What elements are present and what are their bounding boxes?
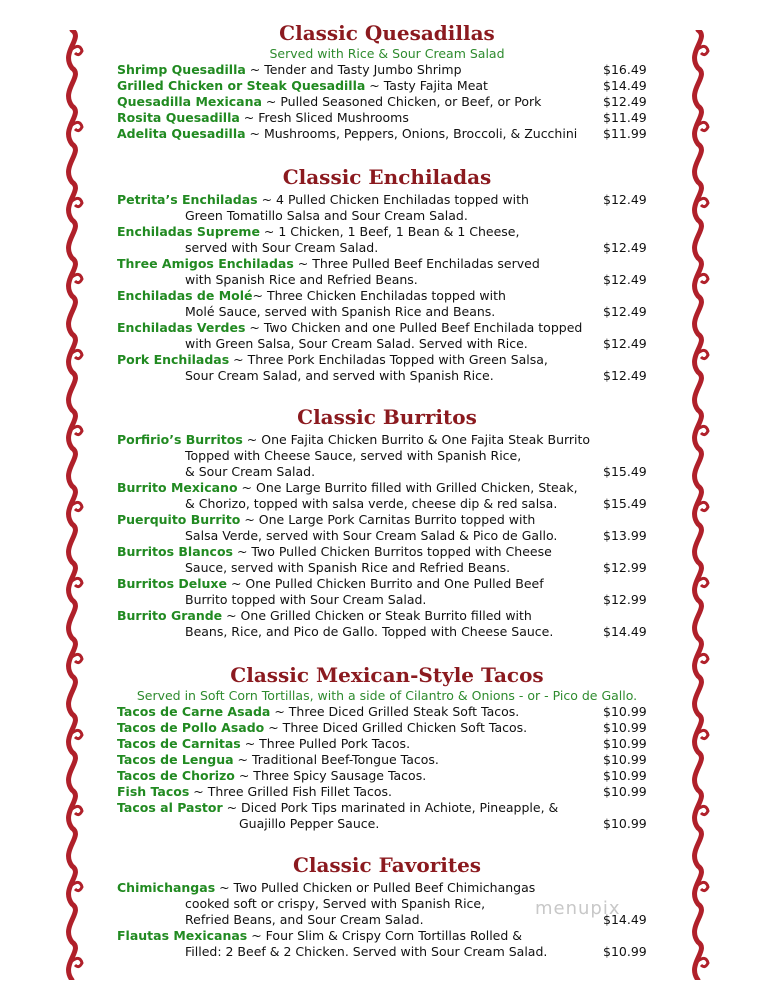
tacos-list	[117, 704, 657, 832]
swirl-curl	[698, 578, 708, 586]
menu-content	[117, 20, 657, 960]
swirl-curl	[72, 958, 82, 966]
item-desc-cont: & Chorizo, topped with salsa verde, cheese dip & red salsa.	[185, 496, 558, 511]
quesadillas-list	[117, 62, 657, 142]
swirl-curl	[72, 806, 82, 814]
item-name: Three Amigos Enchiladas	[117, 256, 294, 271]
item-price: $10.99	[603, 784, 647, 799]
item-desc-cont: Topped with Cheese Sauce, served with Spanish Rice,	[185, 448, 522, 463]
swirl-curl	[698, 882, 708, 890]
item-price: $12.49	[603, 272, 647, 287]
menu-item	[117, 736, 657, 752]
item-price: $10.99	[603, 752, 647, 767]
item-name: Flautas Mexicanas	[117, 928, 248, 943]
item-desc-cont2: Refried Beans, and Sour Cream Salad.	[185, 912, 424, 927]
swirl-curl	[698, 806, 708, 814]
menu-item	[117, 224, 657, 256]
section-title-tacos: Classic Mexican-Style Tacos	[230, 663, 544, 687]
item-price: $16.49	[603, 62, 647, 77]
item-desc: ~ Two Pulled Chicken Burritos topped with Cheese	[232, 544, 552, 559]
swirl-curl	[72, 502, 82, 510]
item-desc: ~ Three Pulled Beef Enchiladas served	[293, 256, 540, 271]
section-title-enchiladas: Classic Enchiladas	[282, 165, 492, 189]
item-price: $14.49	[603, 78, 647, 93]
section-title-burritos: Classic Burritos	[297, 405, 477, 429]
item-desc: ~ Four Slim & Crispy Corn Tortillas Rolled &	[247, 928, 523, 943]
item-price: $12.99	[603, 592, 647, 607]
section-title-favorites: Classic Favorites	[292, 853, 482, 877]
item-name: Puerquito Burrito	[117, 512, 241, 527]
item-desc: ~ Pulled Seasoned Chicken, or Beef, or Pork	[261, 94, 542, 109]
item-name: Porfirio’s Burritos	[117, 432, 243, 447]
item-name: Tacos al Pastor	[117, 800, 223, 815]
item-desc: ~ Two Chicken and one Pulled Beef Enchilada topped	[245, 320, 583, 335]
item-name: Shrimp Quesadilla	[117, 62, 246, 77]
item-price: $12.49	[603, 336, 647, 351]
menu-item	[117, 544, 657, 576]
item-desc: ~ 4 Pulled Chicken Enchiladas topped with	[257, 192, 529, 207]
menu-item	[117, 800, 657, 832]
item-desc: ~ Fresh Sliced Mushrooms	[239, 110, 409, 125]
swirl-curl	[72, 122, 82, 130]
menu-item	[117, 126, 657, 142]
item-name: Fish Tacos	[117, 784, 190, 799]
swirl-curl	[72, 654, 82, 662]
item-desc: ~ One Pulled Chicken Burrito and One Pulled Beef	[226, 576, 544, 591]
menu-item	[117, 752, 657, 768]
swirl-curl	[72, 882, 82, 890]
item-desc: ~ One Large Pork Carnitas Burrito topped with	[240, 512, 536, 527]
menu-item	[117, 320, 657, 352]
item-desc-cont: Beans, Rice, and Pico de Gallo. Topped with Cheese Sauce.	[185, 624, 554, 639]
item-price: $11.49	[603, 110, 647, 125]
menu-item	[117, 352, 657, 384]
item-desc: ~ Three Pulled Pork Tacos.	[240, 736, 411, 751]
menu-item	[117, 256, 657, 288]
swirl-curl	[698, 654, 708, 662]
item-price: $12.49	[603, 240, 647, 255]
item-desc-cont: Sauce, served with Spanish Rice and Refried Beans.	[185, 560, 511, 575]
item-price: $12.49	[603, 304, 647, 319]
swirl-curl	[72, 578, 82, 586]
item-name: Tacos de Carne Asada	[117, 704, 271, 719]
item-name: Burritos Deluxe	[117, 576, 227, 591]
item-desc-cont: Sour Cream Salad, and served with Spanish Rice.	[185, 368, 494, 383]
item-desc-cont: with Spanish Rice and Refried Beans.	[185, 272, 418, 287]
item-desc: ~ One Grilled Chicken or Steak Burrito filled with	[222, 608, 532, 623]
item-desc: ~ One Large Burrito filled with Grilled Chicken, Steak,	[237, 480, 578, 495]
menu-item	[117, 192, 657, 224]
menu-item	[117, 480, 657, 512]
swirl-curl	[698, 274, 708, 282]
swirl-curl	[698, 198, 708, 206]
menu-item	[117, 608, 657, 640]
item-name: Grilled Chicken or Steak Quesadilla	[117, 78, 366, 93]
item-name: Burrito Grande	[117, 608, 223, 623]
menu-item	[117, 768, 657, 784]
item-price: $14.49	[603, 624, 647, 639]
item-price: $12.99	[603, 560, 647, 575]
menu-item	[117, 288, 657, 320]
item-name: Tacos de Pollo Asado	[117, 720, 265, 735]
item-price: $12.49	[603, 368, 647, 383]
swirl-curl	[698, 46, 708, 54]
menu-item	[117, 784, 657, 800]
swirl-curl	[72, 198, 82, 206]
menu-item	[117, 576, 657, 608]
swirl-curl	[698, 122, 708, 130]
item-price: $13.99	[603, 528, 647, 543]
item-desc-cont: served with Sour Cream Salad.	[185, 240, 379, 255]
item-name: Enchiladas Verdes	[117, 320, 246, 335]
section-title-quesadillas: Classic Quesadillas	[279, 21, 495, 45]
menu-item	[117, 704, 657, 720]
item-desc-cont: Filled: 2 Beef & 2 Chicken. Served with Sour Cream Salad.	[185, 944, 548, 959]
left-decorative-border	[58, 30, 86, 980]
item-desc: ~ Three Grilled Fish Fillet Tacos.	[189, 784, 393, 799]
item-desc-cont2: & Sour Cream Salad.	[185, 464, 316, 479]
item-name: Chimichangas	[117, 880, 216, 895]
menu-item	[117, 512, 657, 544]
item-desc: ~ Mushrooms, Peppers, Onions, Broccoli, & Zucchini	[245, 126, 578, 141]
item-name: Tacos de Chorizo	[117, 768, 235, 783]
menu-item	[117, 928, 657, 960]
item-desc: ~ Three Pork Enchiladas Topped with Green Salsa,	[229, 352, 548, 367]
item-desc-cont: with Green Salsa, Sour Cream Salad. Served with Rice.	[185, 336, 528, 351]
swirl-curl	[72, 730, 82, 738]
menu-item	[117, 110, 657, 126]
item-desc-cont: Guajillo Pepper Sauce.	[239, 816, 380, 831]
item-price: $10.99	[603, 704, 647, 719]
item-name: Adelita Quesadilla	[117, 126, 246, 141]
item-desc-cont: Green Tomatillo Salsa and Sour Cream Salad.	[185, 208, 468, 223]
item-desc-cont: cooked soft or crispy, Served with Spanish Rice,	[185, 896, 486, 911]
item-desc: ~ 1 Chicken, 1 Beef, 1 Bean & 1 Cheese,	[259, 224, 520, 239]
item-desc: ~ Two Pulled Chicken or Pulled Beef Chimichangas	[215, 880, 536, 895]
swirl-curl	[72, 274, 82, 282]
item-name: Rosita Quesadilla	[117, 110, 240, 125]
right-decorative-border	[684, 30, 712, 980]
item-desc-cont: Salsa Verde, served with Sour Cream Salad & Pico de Gallo.	[185, 528, 558, 543]
menu-item	[117, 94, 657, 110]
item-price: $11.99	[603, 126, 647, 141]
item-name: Burrito Mexicano	[117, 480, 238, 495]
item-name: Pork Enchiladas	[117, 352, 230, 367]
item-price: $12.49	[603, 94, 647, 109]
item-name: Tacos de Lengua	[117, 752, 234, 767]
item-desc: ~ One Fajita Chicken Burrito & One Fajita Steak Burrito	[242, 432, 591, 447]
swirl-curl	[698, 730, 708, 738]
item-name: Burritos Blancos	[117, 544, 233, 559]
item-price: $10.99	[603, 720, 647, 735]
section-subtitle-tacos: Served in Soft Corn Tortillas, with a side of Cilantro & Onions - or - Pico de Gallo.	[136, 688, 638, 703]
item-price: $15.49	[603, 464, 647, 479]
item-name: Petrita’s Enchiladas	[117, 192, 258, 207]
item-price: $14.49	[603, 912, 647, 927]
item-desc: ~ Tasty Fajita Meat	[365, 78, 488, 93]
item-desc-cont: Molé Sauce, served with Spanish Rice and Beans.	[185, 304, 496, 319]
item-desc: ~ Three Diced Grilled Steak Soft Tacos.	[270, 704, 520, 719]
item-desc-cont: Burrito topped with Sour Cream Salad.	[185, 592, 427, 607]
item-name: Enchiladas Supreme	[117, 224, 260, 239]
menu-item	[117, 432, 657, 480]
item-price: $15.49	[603, 496, 647, 511]
item-desc: ~ Three Spicy Sausage Tacos.	[234, 768, 427, 783]
enchiladas-list	[117, 192, 657, 384]
item-name: Quesadilla Mexicana	[117, 94, 262, 109]
menu-item	[117, 720, 657, 736]
swirl-curl	[72, 46, 82, 54]
item-name: Enchiladas de Molé	[117, 288, 253, 303]
item-name: Tacos de Carnitas	[117, 736, 241, 751]
item-price: $12.49	[603, 192, 647, 207]
watermark: menupix	[535, 898, 621, 919]
swirl-curl	[698, 350, 708, 358]
item-desc: ~ Traditional Beef-Tongue Tacos.	[233, 752, 439, 767]
favorites-list	[117, 880, 657, 960]
item-desc: ~ Three Chicken Enchiladas topped with	[252, 288, 506, 303]
item-desc: ~ Tender and Tasty Jumbo Shrimp	[245, 62, 462, 77]
menu-item	[117, 62, 657, 78]
swirl-curl	[698, 502, 708, 510]
burritos-list	[117, 432, 657, 640]
item-price: $10.99	[603, 944, 647, 959]
menu-item	[117, 78, 657, 94]
item-price: $10.99	[603, 816, 647, 831]
item-price: $10.99	[603, 768, 647, 783]
item-desc: ~ Three Diced Grilled Chicken Soft Tacos.	[264, 720, 528, 735]
swirl-curl	[72, 350, 82, 358]
swirl-curl	[698, 426, 708, 434]
item-price: $10.99	[603, 736, 647, 751]
section-subtitle-quesadillas: Served with Rice & Sour Cream Salad	[269, 46, 505, 61]
item-desc: ~ Diced Pork Tips marinated in Achiote, Pineapple, &	[222, 800, 559, 815]
swirl-curl	[72, 426, 82, 434]
swirl-curl	[698, 958, 708, 966]
